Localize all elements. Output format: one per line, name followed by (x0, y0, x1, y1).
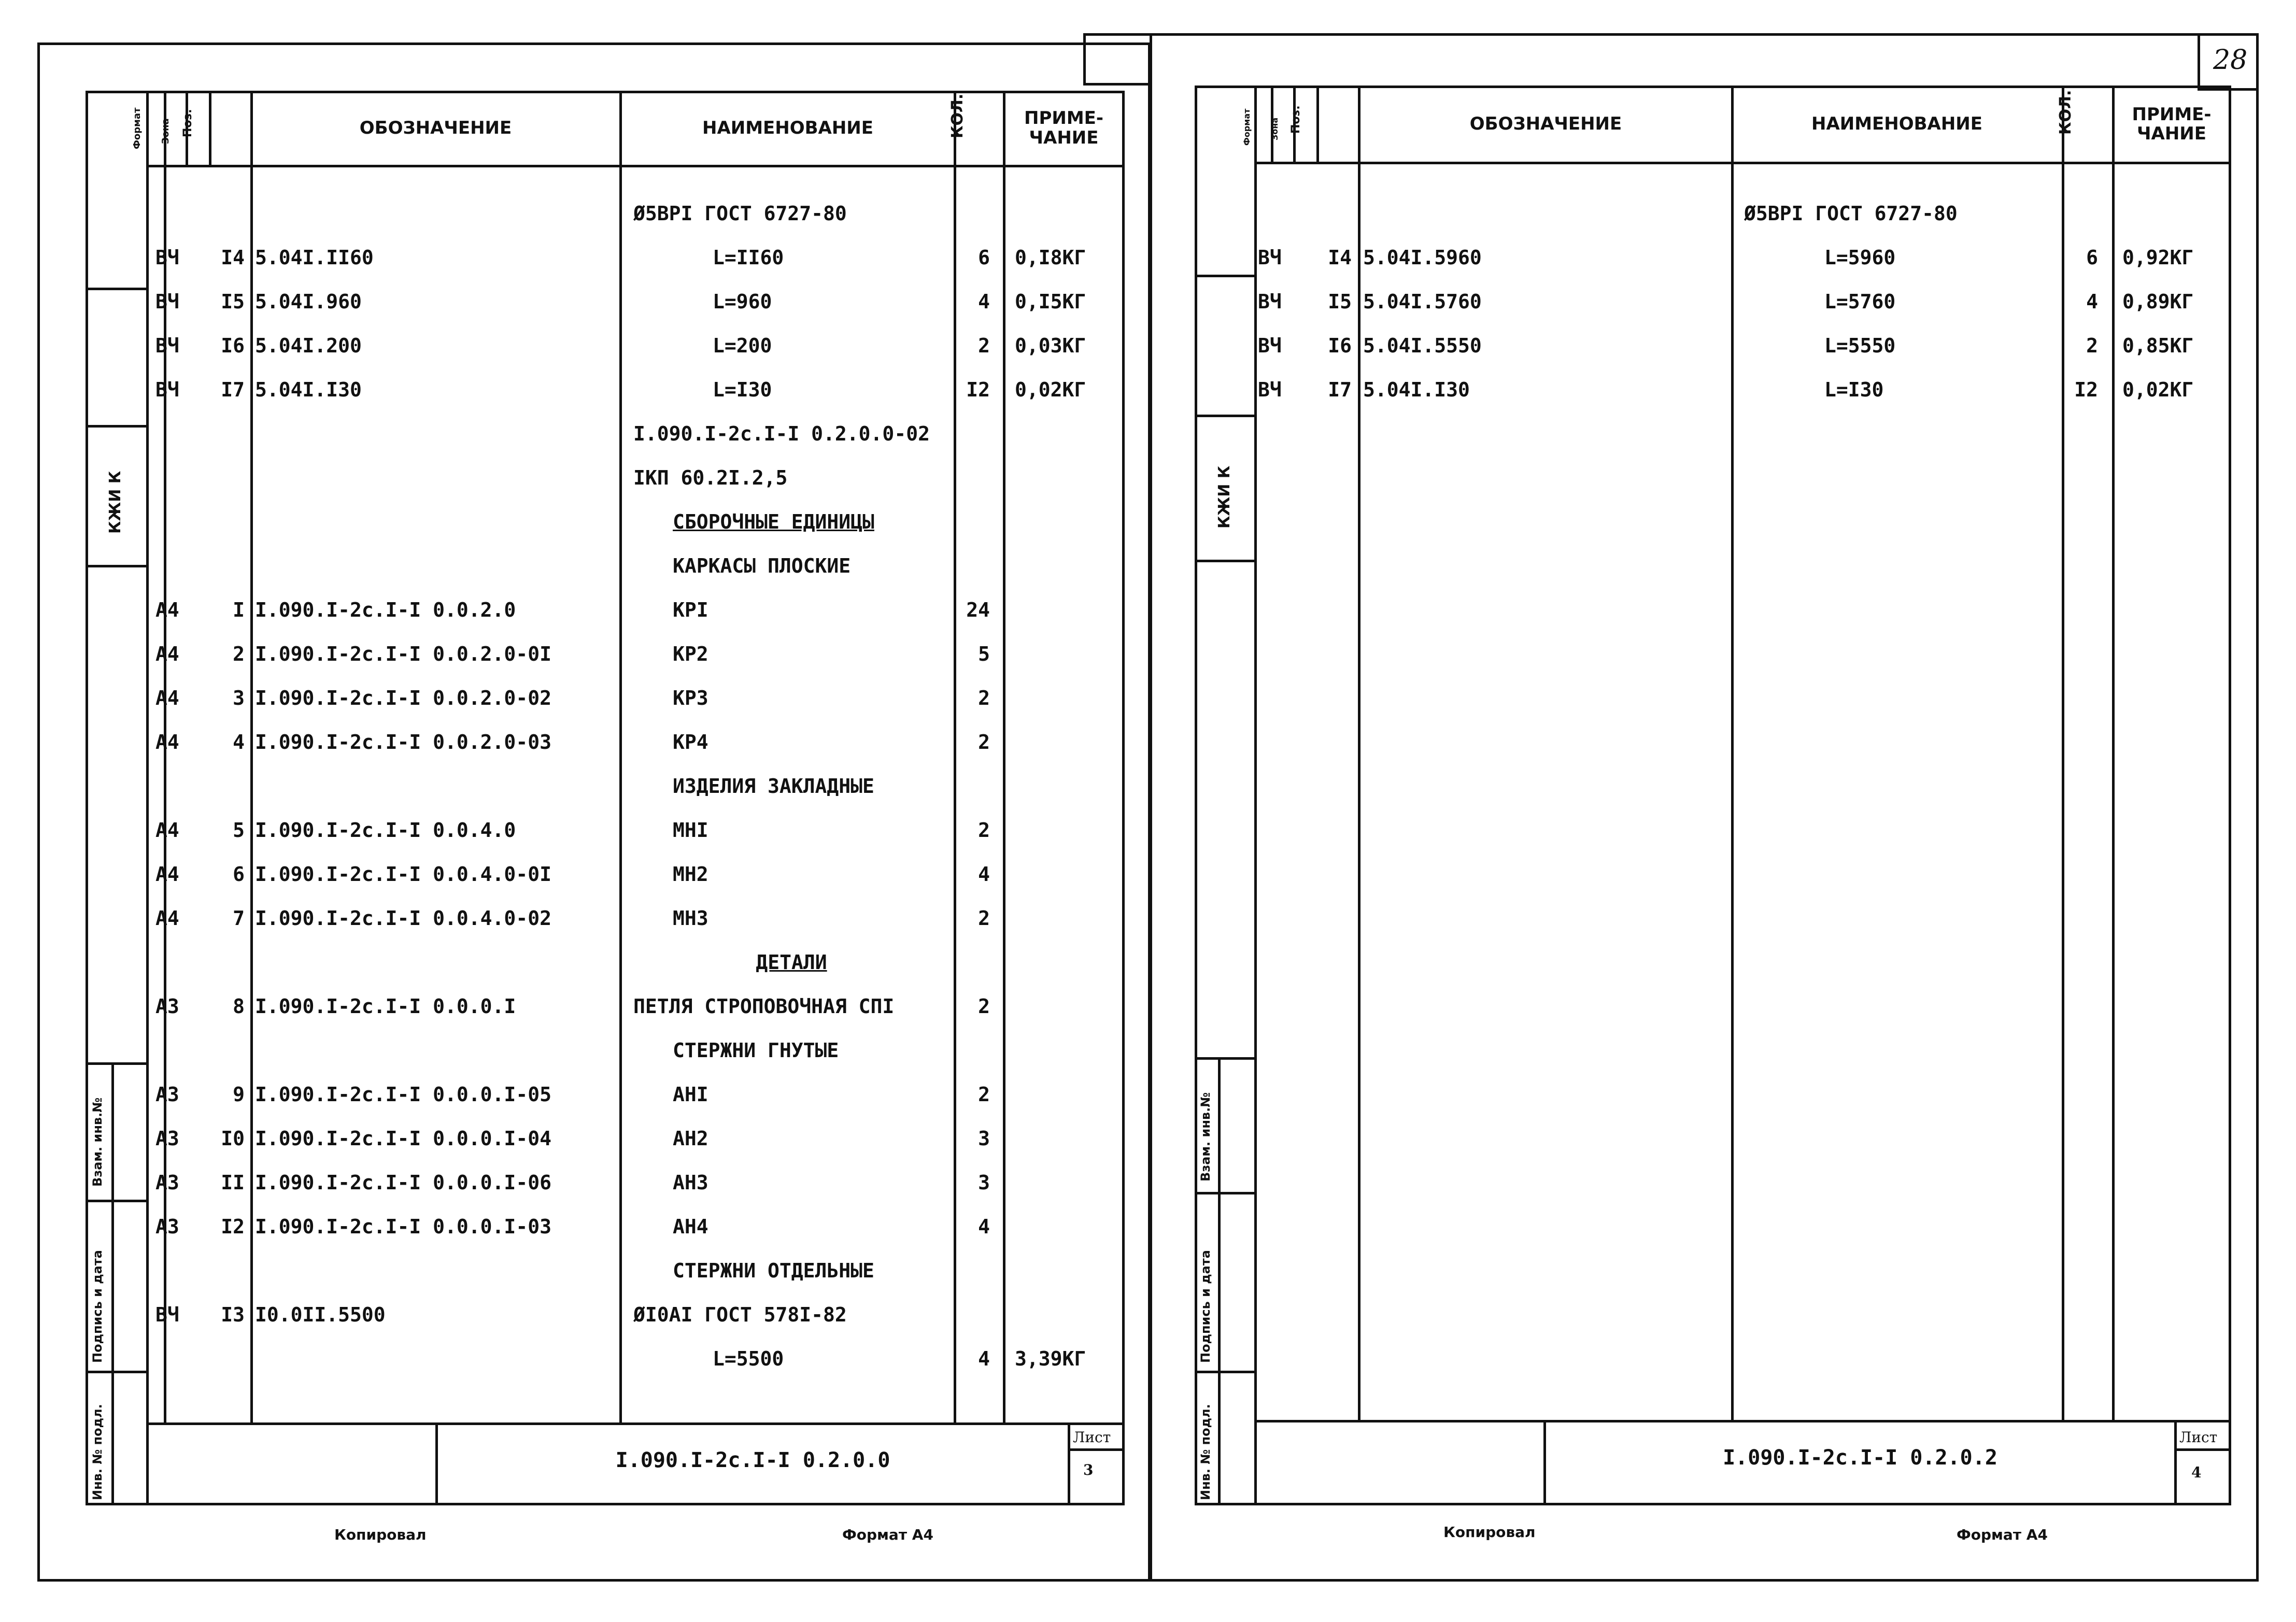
left-margin-div4 (86, 1062, 146, 1065)
left-col-end (1122, 91, 1125, 1505)
row-name: ДЕТАЛИ (756, 951, 827, 974)
row-position: I3 (221, 1303, 245, 1326)
left-tb-sheet-line (1068, 1448, 1125, 1451)
right-hdr-designation: ОБОЗНАЧЕНИЕ (1469, 113, 1622, 135)
row-format: А4 (155, 643, 179, 665)
right-page-box (2198, 33, 2200, 90)
row-format: А3 (155, 1083, 179, 1106)
row-format: А3 (155, 1127, 179, 1150)
row-name: L=960 (713, 290, 772, 313)
row-name: Ø5ВРI ГОСТ 6727-80 (633, 202, 847, 225)
left-col-note (1003, 91, 1005, 1422)
row-name: L=II60 (713, 246, 784, 269)
row-name: МНI (673, 819, 708, 842)
right-frame-bottom (1195, 1503, 2231, 1505)
left-table-bottom (146, 1422, 1125, 1425)
row-position: I0 (221, 1127, 245, 1150)
row-format: ВЧ (155, 378, 179, 401)
left-hdr-qty: КОЛ. (948, 93, 967, 138)
left-hdr-format: Формат (131, 107, 143, 149)
left-margin-inner (111, 1062, 114, 1505)
row-position: II (221, 1171, 245, 1194)
right-hdr-format: Формат (1242, 108, 1252, 146)
left-tb-sheet-div (1068, 1422, 1070, 1503)
row-position: I4 (1328, 246, 1352, 269)
row-position: 3 (233, 687, 245, 709)
row-name: I.090.I-2с.I-I 0.2.0.0-02 (633, 422, 930, 445)
row-designation: I.090.I-2с.I-I 0.0.4.0-0I (255, 863, 551, 886)
right-margin-div1 (1195, 275, 1254, 277)
row-name: СБОРОЧНЫЕ ЕДИНИЦЫ (673, 510, 874, 533)
row-format: А4 (155, 687, 179, 709)
right-inv-orig-label: Инв. № подл. (1198, 1404, 1213, 1500)
row-format: ВЧ (1258, 246, 1282, 269)
row-quantity: 2 (978, 995, 990, 1018)
row-quantity: 6 (978, 246, 990, 269)
right-side-stamp: КЖИ К (1215, 465, 1234, 529)
right-col-end (2229, 86, 2231, 1503)
left-sheet-number: 3 (1083, 1461, 1094, 1478)
left-side-stamp: КЖИ К (106, 471, 124, 534)
left-sign-date-label: Подпись и дата (90, 1250, 105, 1363)
left-inv-orig-label: Инв. № подл. (90, 1404, 105, 1500)
row-name: АН4 (673, 1215, 708, 1238)
row-format: А3 (155, 995, 179, 1018)
row-position: I (233, 599, 245, 621)
left-hdr-pos: Поз. (181, 109, 194, 138)
row-position: 8 (233, 995, 245, 1018)
right-col-pos (1316, 86, 1319, 162)
row-quantity: 2 (978, 819, 990, 842)
right-header-bottom (1254, 162, 2231, 164)
row-name: АНI (673, 1083, 708, 1106)
right-sheet-number: 4 (2191, 1464, 2202, 1481)
row-quantity: I2 (2074, 378, 2098, 401)
row-name: ИЗДЕЛИЯ ЗАКЛАДНЫЕ (673, 775, 874, 798)
left-title-designation: I.090.I-2с.I-I 0.2.0.0 (615, 1448, 890, 1472)
row-format: А4 (155, 863, 179, 886)
row-designation: I.090.I-2с.I-I 0.0.4.0-02 (255, 907, 551, 930)
row-designation: I.090.I-2с.I-I 0.0.2.0-02 (255, 687, 551, 709)
row-format: А4 (155, 819, 179, 842)
row-name: IКП 60.2I.2,5 (633, 466, 788, 489)
row-name: КРI (673, 599, 708, 621)
right-col-name (1731, 86, 1734, 1420)
right-margin-outer (1254, 86, 1257, 1503)
left-top-stub-v (1083, 33, 1086, 85)
right-hdr-name: НАИМЕНОВАНИЕ (1811, 113, 1982, 135)
left-col-name (619, 91, 622, 1422)
row-name: КР2 (673, 643, 708, 665)
left-header-bottom (146, 165, 1125, 167)
right-margin-inner (1218, 1057, 1221, 1503)
row-quantity: 5 (978, 643, 990, 665)
row-name: КР4 (673, 731, 708, 753)
row-format: ВЧ (155, 246, 179, 269)
row-name: АН3 (673, 1171, 708, 1194)
right-hdr-qty: КОЛ. (2056, 90, 2075, 135)
left-top-stub (1083, 83, 1151, 86)
row-position: I6 (1328, 334, 1352, 357)
row-quantity: 4 (978, 863, 990, 886)
row-name: ØI0АI ГОСТ 578I-82 (633, 1303, 847, 1326)
row-format: А3 (155, 1215, 179, 1238)
row-designation: I.090.I-2с.I-I 0.0.0.I (255, 995, 516, 1018)
row-name: МН3 (673, 907, 708, 930)
row-designation: I.090.I-2с.I-I 0.0.4.0 (255, 819, 516, 842)
right-margin-div4 (1195, 1057, 1254, 1060)
row-note: 0,85КГ (2122, 334, 2194, 357)
left-margin-div3 (86, 565, 146, 567)
row-designation: I.090.I-2с.I-I 0.0.2.0 (255, 599, 516, 621)
row-name: ПЕТЛЯ СТРОПОВОЧНАЯ СПI (633, 995, 895, 1018)
row-quantity: 6 (2086, 246, 2098, 269)
row-position: I4 (221, 246, 245, 269)
row-quantity: 3 (978, 1127, 990, 1150)
row-note: 0,I8КГ (1015, 246, 1086, 269)
row-designation: I.090.I-2с.I-I 0.0.2.0-0I (255, 643, 551, 665)
right-margin-div6 (1195, 1371, 1254, 1373)
left-hdr-name: НАИМЕНОВАНИЕ (702, 117, 873, 138)
row-format: А4 (155, 731, 179, 753)
row-quantity: 3 (978, 1171, 990, 1194)
left-margin-outer (146, 91, 149, 1505)
row-note: 0,92КГ (2122, 246, 2194, 269)
row-quantity: 2 (978, 687, 990, 709)
row-format: А4 (155, 599, 179, 621)
row-quantity: 2 (978, 1083, 990, 1106)
row-name: Ø5ВРI ГОСТ 6727-80 (1744, 202, 1958, 225)
right-tb-sheet-line (2174, 1448, 2231, 1451)
right-hdr-note: ПРИМЕ- ЧАНИЕ (2132, 104, 2212, 144)
row-name: L=5550 (1824, 334, 1896, 357)
row-designation: I.090.I-2с.I-I 0.0.0.I-06 (255, 1171, 551, 1194)
row-note: 0,02КГ (1015, 378, 1086, 401)
row-designation: 5.04I.I30 (255, 378, 362, 401)
row-position: I7 (221, 378, 245, 401)
right-copied: Копировал (1443, 1524, 1536, 1541)
row-name: L=I30 (1824, 378, 1884, 401)
row-designation: 5.04I.I30 (1363, 378, 1470, 401)
right-margin-div2 (1195, 415, 1254, 417)
left-copied: Копировал (334, 1526, 427, 1543)
left-hdr-note: ПРИМЕ- ЧАНИЕ (1024, 108, 1103, 148)
row-name: L=I30 (713, 378, 772, 401)
left-margin-line (86, 91, 88, 1505)
row-name: КР3 (673, 687, 708, 709)
row-name: L=200 (713, 334, 772, 357)
row-position: 4 (233, 731, 245, 753)
row-designation: 5.04I.200 (255, 334, 362, 357)
right-margin-div5 (1195, 1192, 1254, 1194)
right-col-des (1358, 86, 1360, 1420)
row-format: ВЧ (155, 1303, 179, 1326)
right-col-note (2112, 86, 2115, 1420)
row-format: А4 (155, 907, 179, 930)
left-margin-div6 (86, 1371, 146, 1373)
left-col-pos (209, 91, 211, 165)
row-position: 2 (233, 643, 245, 665)
row-name: L=5960 (1824, 246, 1896, 269)
right-tb-sheet-div (2174, 1420, 2177, 1503)
row-designation: I.090.I-2с.I-I 0.0.0.I-03 (255, 1215, 551, 1238)
right-sign-date-label: Подпись и дата (1198, 1250, 1213, 1363)
right-margin-line (1195, 86, 1197, 1503)
row-note: 0,03КГ (1015, 334, 1086, 357)
row-quantity: I2 (966, 378, 990, 401)
right-sheet-label: Лист (2179, 1429, 2218, 1446)
right-hdr-pos: Поз. (1289, 105, 1302, 134)
left-margin-div1 (86, 288, 146, 290)
row-quantity: 4 (978, 1215, 990, 1238)
right-col-qty (2062, 86, 2064, 1420)
left-col-des (250, 91, 253, 1422)
left-margin-div2 (86, 425, 146, 428)
page-number: 28 (2213, 45, 2248, 76)
row-quantity: 4 (978, 1347, 990, 1370)
row-quantity: 2 (978, 907, 990, 930)
row-designation: I0.0II.5500 (255, 1303, 386, 1326)
left-hdr-zone: Зона (160, 118, 172, 144)
row-position: 9 (233, 1083, 245, 1106)
row-format: ВЧ (1258, 378, 1282, 401)
row-note: 0,I5КГ (1015, 290, 1086, 313)
row-quantity: 4 (2086, 290, 2098, 313)
right-table-bottom (1254, 1420, 2231, 1422)
row-position: I7 (1328, 378, 1352, 401)
left-hdr-designation: ОБОЗНАЧЕНИЕ (359, 117, 512, 138)
row-position: I6 (221, 334, 245, 357)
row-name: МН2 (673, 863, 708, 886)
row-position: 6 (233, 863, 245, 886)
row-note: 0,89КГ (2122, 290, 2194, 313)
right-margin-div3 (1195, 560, 1254, 562)
row-quantity: 2 (978, 334, 990, 357)
row-note: 0,02КГ (2122, 378, 2194, 401)
row-position: 7 (233, 907, 245, 930)
row-quantity: 24 (966, 599, 990, 621)
right-format: Формат А4 (1957, 1526, 2048, 1543)
row-format: ВЧ (1258, 290, 1282, 313)
row-position: I5 (221, 290, 245, 313)
row-format: А3 (155, 1171, 179, 1194)
row-name: СТЕРЖНИ ГНУТЫЕ (673, 1039, 839, 1062)
row-name: L=5500 (713, 1347, 784, 1370)
row-name: АН2 (673, 1127, 708, 1150)
row-designation: I.090.I-2с.I-I 0.0.0.I-05 (255, 1083, 551, 1106)
row-designation: I.090.I-2с.I-I 0.0.0.I-04 (255, 1127, 551, 1150)
row-designation: I.090.I-2с.I-I 0.0.2.0-03 (255, 731, 551, 753)
row-position: 5 (233, 819, 245, 842)
row-quantity: 2 (2086, 334, 2098, 357)
row-name: КАРКАСЫ ПЛОСКИЕ (673, 554, 851, 577)
row-position: I2 (221, 1215, 245, 1238)
row-name: L=5760 (1824, 290, 1896, 313)
right-title-designation: I.090.I-2с.I-I 0.2.0.2 (1723, 1446, 1997, 1470)
left-top-edge (1083, 33, 1151, 36)
left-margin-div5 (86, 1200, 146, 1202)
left-sheet-label: Лист (1073, 1429, 1111, 1446)
row-note: 3,39КГ (1015, 1347, 1086, 1370)
row-position: I5 (1328, 290, 1352, 313)
left-inv-sub-label: Взам. инв.№ (90, 1097, 105, 1187)
row-quantity: 4 (978, 290, 990, 313)
left-format: Формат А4 (842, 1526, 933, 1543)
row-format: ВЧ (1258, 334, 1282, 357)
row-name: СТЕРЖНИ ОТДЕЛЬНЫЕ (673, 1259, 874, 1282)
right-inv-sub-label: Взам. инв.№ (1198, 1092, 1213, 1182)
row-designation: 5.04I.960 (255, 290, 362, 313)
row-designation: 5.04I.5960 (1363, 246, 1482, 269)
row-designation: 5.04I.5550 (1363, 334, 1482, 357)
row-format: ВЧ (155, 334, 179, 357)
right-hdr-zone: Зона (1269, 117, 1280, 141)
row-designation: 5.04I.5760 (1363, 290, 1482, 313)
row-quantity: 2 (978, 731, 990, 753)
row-format: ВЧ (155, 290, 179, 313)
left-frame-bottom (86, 1503, 1125, 1505)
row-designation: 5.04I.II60 (255, 246, 374, 269)
